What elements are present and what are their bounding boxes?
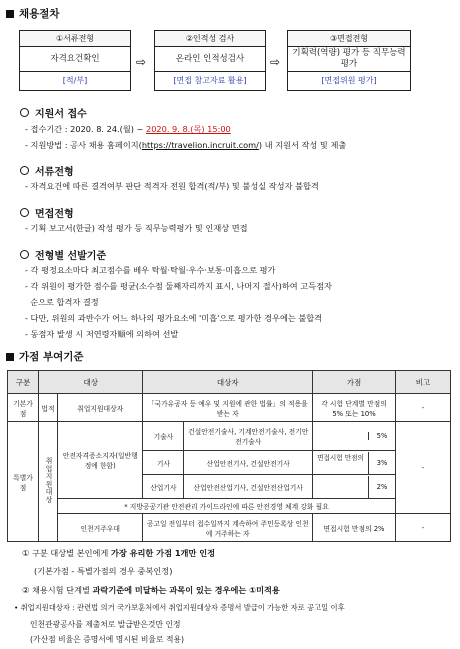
circle-bullet-icon [20, 108, 29, 117]
selection-rule: - 동점자 발생 시 저연령자順에 의하여 선발 [25, 329, 179, 339]
cell-pct: 2% [368, 476, 395, 498]
header-points: 가점 [313, 371, 396, 394]
cell-desc: 공고일 전일부터 접수일까지 계속하여 주민등록상 인천에 거주하는 자 [143, 514, 313, 542]
note-emphasis: 과락기준에 미달하는 과목이 있는 경우에는 ①미적용 [92, 585, 280, 595]
circle-bullet-icon [20, 250, 29, 259]
subsection-apply [20, 105, 87, 120]
square-bullet-icon [6, 353, 14, 361]
cell-desc: 건설안전기술사, 기계안전기술사, 전기안전기술사 [184, 422, 313, 451]
selection-rule: 순으로 합격자 결정 [25, 297, 99, 307]
cell-sub-vertical [39, 422, 58, 542]
cell-footnote: * 지방공공기관 안전관리 가이드라인에 따른 안전경영 체계 강화 필요 [58, 499, 396, 514]
apply-period [25, 124, 231, 135]
note-2 [22, 585, 280, 596]
cell-target: 취업지원대상자 [58, 394, 143, 422]
subsection-interview [20, 205, 74, 220]
step-title: ③면접전형 [287, 30, 411, 47]
cell-pct: 3% [368, 452, 395, 474]
apply-method [25, 140, 346, 151]
step-title: ①서류전형 [19, 30, 131, 47]
note-3: • 취업지원대상자 : 관련법 의거 국가보훈처에서 취업지원대상자 증명서 발급이 가능한 자로 공고일 이후 [14, 603, 345, 612]
cell-category: 특별가점 [8, 422, 39, 542]
table-row [8, 422, 451, 451]
subsection-title: 면접전형 [35, 209, 74, 220]
step-note: [적/부] [19, 72, 131, 91]
cell-points-split [313, 475, 396, 499]
selection-rule: - 각 평정요소마다 최고점수를 배우 탁월·탁월·우수·보통·미흡으로 평가 [25, 265, 276, 275]
method-suffix: ) 내 지원서 작성 및 제출 [258, 140, 347, 150]
process-step-1 [19, 30, 131, 91]
interview-rule: - 기획 보고서(한글) 작성 평가 등 직무능력평가 및 인재상 면접 [25, 223, 248, 233]
selection-rule: - 각 위원이 평가한 점수를 평균(소수점 둘째자리까지 표시, 나머지 절사)하여 고득점자 [25, 281, 332, 291]
bonus-criteria-table [7, 370, 451, 542]
method-label: - 지원방법 : 공사 채용 홈페이지( [25, 140, 142, 150]
subsection-title: 전형별 선발기준 [35, 251, 107, 262]
period-label: - 접수기간 : 2020. 8. 24.(월) ~ [25, 124, 146, 134]
header-category: 구분 [8, 371, 39, 394]
table-header-row [8, 371, 451, 394]
step-note: [면접 참고자료 활용] [154, 72, 266, 91]
vertical-label: 취업지원대상 [44, 457, 52, 504]
cell-target: 안전자격증소지자(일반행정에 한함) [58, 422, 143, 499]
cell-label: 산업기사 [143, 475, 184, 499]
cell-category: 기본가점 [8, 394, 39, 422]
step-title: ②인적성 검사 [154, 30, 266, 47]
cell-points-label: 면접시험 만점의 [317, 453, 364, 462]
apply-link[interactable]: https://travelion.incruit.com/ [141, 140, 259, 150]
cell-label: 기술사 [143, 422, 184, 451]
cell-points: 각 시험 단계별 만점의 5% 또는 10% [313, 394, 396, 422]
note-3c: (가산점 비율은 증명서에 명시된 비율로 적용) [30, 635, 185, 644]
square-bullet-icon [6, 10, 14, 18]
step-note: [면접위원 평가] [287, 72, 411, 91]
note-1 [22, 548, 215, 559]
deadline-text: 2020. 9. 8.(목) 15:00 [146, 124, 231, 134]
arrow-right-icon: ⇨ [270, 55, 281, 69]
process-step-2 [154, 30, 266, 91]
cell-target: 인천거주우대 [58, 514, 143, 542]
subsection-document [20, 163, 74, 178]
section-title: 가점 부여기준 [19, 351, 84, 363]
arrow-right-icon: ⇨ [136, 55, 147, 69]
header-remarks: 비고 [396, 371, 451, 394]
note-text: ① 구분 대상별 본인에게 [22, 548, 111, 558]
step-body: 온라인 인적성검사 [154, 47, 266, 72]
note-3b: 인천관광공사를 제출처로 발급받은것만 인정 [30, 620, 181, 629]
circle-bullet-icon [20, 166, 29, 175]
header-target: 대상 [39, 371, 143, 394]
cell-points-split [313, 422, 396, 451]
table-row [8, 499, 451, 514]
cell-points-split [313, 451, 396, 475]
note-text: ② 채용시험 단계별 [22, 585, 93, 595]
cell-remark: - [396, 394, 451, 422]
circle-bullet-icon [20, 208, 29, 217]
cell-points: 면접시험 만점의 2% [313, 514, 396, 542]
subsection-title: 서류전형 [35, 167, 74, 178]
subsection-title: 지원서 접수 [35, 109, 87, 120]
section-title: 채용절차 [19, 8, 60, 20]
cell-remark: - [396, 514, 451, 542]
cell-desc: 「국가유공자 등 예우 및 지원에 관한 법률」의 적용을 받는 자 [143, 394, 313, 422]
table-row [8, 514, 451, 542]
note-emphasis: 가장 유리한 가점 1개만 인정 [110, 548, 216, 558]
selection-rule: - 다만, 위원의 과반수가 어느 하나의 평가요소에 '미흡'으로 평가한 경우에는 불합격 [25, 313, 323, 323]
document-rule: - 자격요건에 따른 결격여부 판단 적격자 전원 합격(적/부) 및 불성실 작성자 불합격 [25, 181, 319, 191]
note-1-sub: (기본가점 - 특별가점의 경우 중복인정) [34, 566, 173, 576]
step-body: 자격요건확인 [19, 47, 131, 72]
process-step-3 [287, 30, 411, 91]
subsection-selection [20, 247, 106, 262]
cell-pct: 5% [368, 432, 395, 440]
step-body: 기획력(역량) 평가 등 직무능력 평가 [287, 47, 411, 72]
cell-sub: 법적 [39, 394, 58, 422]
section-header-bonus-points [6, 349, 84, 364]
cell-remark: - [396, 422, 451, 514]
section-header-hiring-process [6, 6, 60, 21]
cell-desc: 산업안전산업기사, 건설안전산업기사 [184, 475, 313, 499]
cell-desc: 산업안전기사, 건설안전기사 [184, 451, 313, 475]
table-row [8, 394, 451, 422]
header-eligible: 대상자 [143, 371, 313, 394]
cell-label: 기사 [143, 451, 184, 475]
